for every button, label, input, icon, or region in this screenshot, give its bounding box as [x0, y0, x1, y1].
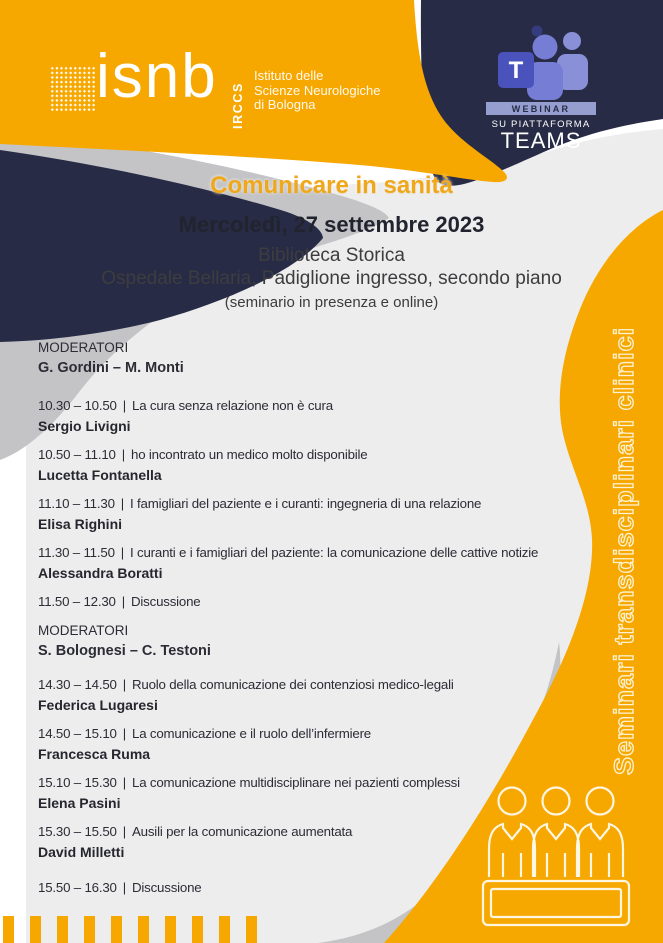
side-banner-text: Seminari transdisciplinari clinici: [609, 326, 639, 775]
institute-name: [254, 69, 380, 113]
moderators-label: MODERATORI: [38, 340, 129, 355]
item-speaker: Sergio Livigni: [38, 418, 131, 434]
footer-bar: [138, 916, 149, 943]
item-title: Ausili per la comunicazione aumentata: [132, 824, 353, 839]
event-date: Mercoledì, 27 settembre 2023: [178, 212, 485, 237]
item-time: 10.30 – 10.50: [38, 398, 117, 413]
footer-bar: [84, 916, 95, 943]
program-item: [38, 396, 628, 436]
item-speaker: Federica Lugaresi: [38, 697, 158, 713]
item-separator: |: [122, 824, 126, 839]
moderators-names: S. Bolognesi – C. Testoni: [38, 643, 211, 659]
footer-bar: [165, 916, 176, 943]
platform-label: SU PIATTAFORMA: [491, 119, 591, 130]
item-separator: |: [121, 447, 126, 462]
item-title: La comunicazione multidisciplinare nei pazienti complessi: [132, 775, 460, 790]
item-separator: |: [120, 545, 125, 560]
footer-bar: [3, 916, 14, 943]
irccs-vertical-label: IRCCS: [231, 82, 245, 129]
footer-bar: [246, 916, 257, 943]
people-at-table-icon: [480, 781, 632, 931]
item-speaker: Lucetta Fontanella: [38, 467, 162, 483]
footer-bar: [192, 916, 203, 943]
item-time: 10.50 – 11.10: [38, 447, 116, 462]
moderators-block-1: [38, 338, 628, 378]
item-speaker: Francesca Ruma: [38, 746, 151, 762]
program-item: [38, 445, 628, 485]
item-title: Discussione: [131, 594, 201, 609]
program-item: [38, 592, 628, 612]
moderators-names: G. Gordini – M. Monti: [38, 360, 184, 376]
event-mode: (seminario in presenza e online): [224, 294, 439, 311]
item-separator: |: [122, 775, 126, 790]
teams-label: TEAMS: [500, 128, 582, 153]
institute-line-3: di Bologna: [254, 97, 316, 112]
item-separator: |: [120, 496, 125, 511]
webinar-badge: WEBINAR: [486, 102, 596, 115]
item-title: I famigliari del paziente e i curanti: ingegneria di una relazione: [130, 496, 482, 511]
item-speaker: David Milletti: [38, 844, 125, 860]
item-title: I curanti e i famigliari del paziente: la comunicazione delle cattive notizie: [130, 545, 539, 560]
item-time: 11.50 – 12.30: [38, 594, 116, 609]
item-title: La comunicazione e il ruolo dell’infermiere: [132, 726, 371, 741]
item-separator: |: [122, 398, 126, 413]
moderators-block-2: [38, 621, 628, 661]
item-time: 14.50 – 15.10: [38, 726, 117, 741]
footer-bar: [30, 916, 41, 943]
footer-bar: [57, 916, 68, 943]
program-item: [38, 724, 628, 764]
institute-line-1: Istituto delle: [254, 68, 324, 83]
item-speaker: Elisa Righini: [38, 516, 123, 532]
footer-bar: [111, 916, 122, 943]
moderators-label: MODERATORI: [38, 623, 129, 638]
event-title: Comunicare in sanità: [210, 172, 453, 199]
item-time: 15.50 – 16.30: [38, 880, 117, 895]
item-title: Discussione: [132, 880, 202, 895]
isnb-dot-grid-icon: [50, 66, 96, 112]
item-time: 11.30 – 11.50: [38, 545, 115, 560]
item-time: 15.30 – 15.50: [38, 824, 117, 839]
footer-bar: [219, 916, 230, 943]
item-separator: |: [121, 594, 126, 609]
item-separator: |: [122, 726, 126, 741]
item-title: ho incontrato un medico molto disponibile: [131, 447, 368, 462]
institute-line-2: Scienze Neurologiche: [254, 82, 381, 98]
event-address: Ospedale Bellaria, Padiglione ingresso, secondo piano: [101, 268, 562, 289]
item-time: 15.10 – 15.30: [38, 775, 117, 790]
item-title: Ruolo della comunicazione dei contenziosi medico-legali: [132, 677, 454, 692]
item-separator: |: [122, 677, 126, 692]
item-time: 11.10 – 11.30: [38, 496, 115, 511]
item-speaker: Alessandra Boratti: [38, 565, 163, 581]
item-speaker: Elena Pasini: [38, 795, 121, 811]
isnb-wordmark: isnb: [96, 42, 218, 111]
item-time: 14.30 – 14.50: [38, 677, 117, 692]
program-item: [38, 494, 628, 534]
item-separator: |: [122, 880, 126, 895]
teams-logo-icon: [494, 24, 589, 100]
event-venue: Biblioteca Storica: [258, 245, 405, 266]
item-title: La cura senza relazione non è cura: [132, 398, 333, 413]
program-item: [38, 675, 628, 715]
svg-text:T: T: [508, 57, 524, 84]
program-item: [38, 543, 628, 583]
